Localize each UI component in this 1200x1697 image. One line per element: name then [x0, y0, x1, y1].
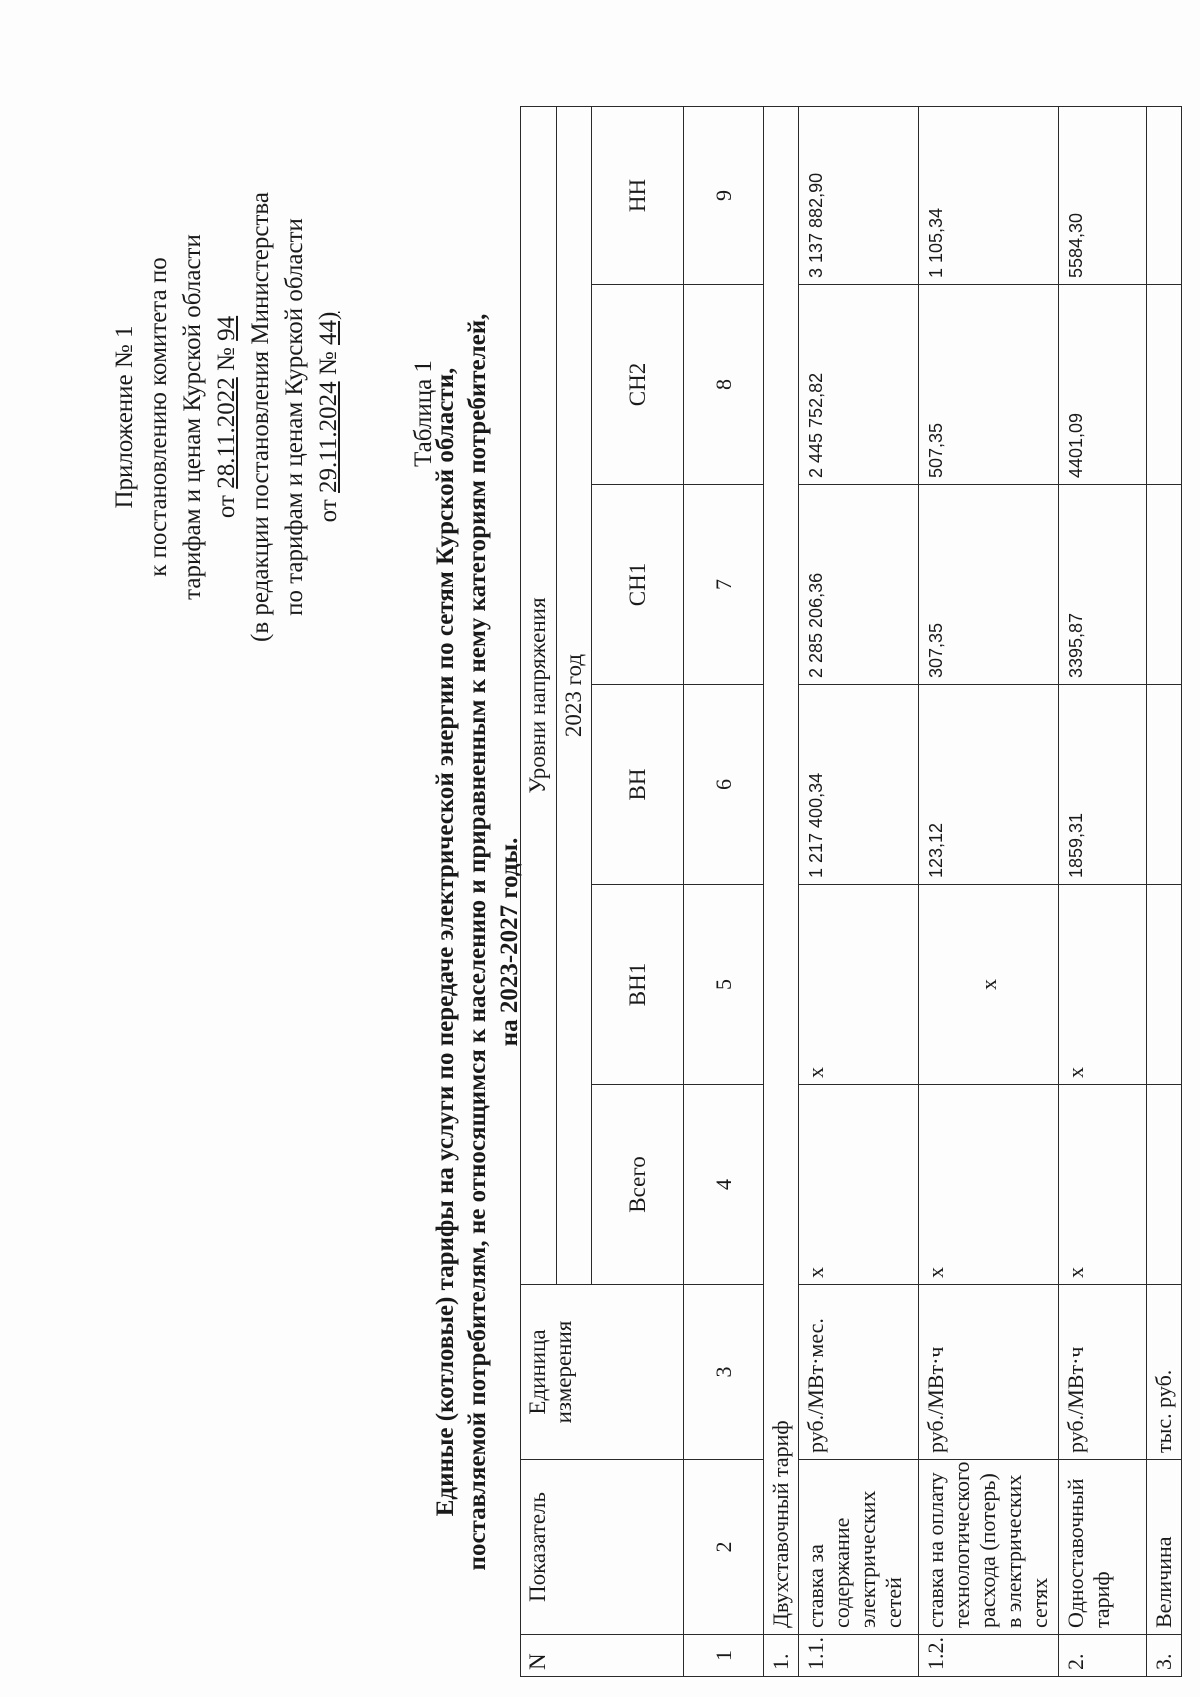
header-col: НН [592, 106, 684, 284]
colnum-cell: 2 [684, 1460, 764, 1635]
annex-date: 29.11.2024 [315, 381, 342, 493]
section-number: 1. [764, 1635, 799, 1677]
value-cell [1147, 885, 1182, 1085]
value-cell: х [799, 885, 919, 1085]
row-unit: руб./МВт·ч [1059, 1285, 1147, 1460]
header-col: ВН [592, 685, 684, 885]
value-cell: 507,35 [919, 285, 1059, 485]
annex-line: Приложение № 1 [111, 325, 138, 509]
colnum-cell: 3 [684, 1285, 764, 1460]
value-cell [1147, 685, 1182, 885]
row-unit: руб./МВт·ч [919, 1285, 1059, 1460]
annex-date-prefix: от [315, 499, 342, 523]
value-cell: 307,35 [919, 485, 1059, 685]
row-number: 1.1. [799, 1635, 919, 1677]
value-cell: х [919, 885, 1059, 1085]
row-label: Одноставочный тариф [1059, 1460, 1147, 1635]
value-cell: х [1059, 885, 1147, 1085]
value-cell [1147, 1085, 1182, 1285]
value-cell: х [799, 1085, 919, 1285]
table-row [919, 106, 1059, 1676]
colnum-cell: 4 [684, 1085, 764, 1285]
value-cell: 2 445 752,82 [799, 285, 919, 485]
value-cell: 1 105,34 [919, 106, 1059, 284]
value-cell: 1859,31 [1059, 685, 1147, 885]
row-number: 1.2. [919, 1635, 1059, 1677]
value-cell [1147, 285, 1182, 485]
value-cell: 1 217 400,34 [799, 685, 919, 885]
table-number: Таблица 1 [410, 360, 437, 467]
annex-number: 44) [315, 311, 342, 346]
colnum-cell: 6 [684, 685, 764, 885]
annex-date-prefix: от [213, 495, 240, 519]
annex-date: 28.11.2022 [213, 377, 240, 489]
table-row [1147, 106, 1182, 1676]
title-line: на 2023-2027 годы. [496, 837, 523, 1047]
title-line: поставляемой потребителям, не относящимся к населению и приравненным к нему категориям потребителей, [464, 313, 491, 1571]
colnum-cell: 9 [684, 106, 764, 284]
annex-num-prefix: № [213, 347, 240, 371]
annex-num-prefix: № [315, 351, 342, 376]
row-number: 3. [1147, 1635, 1182, 1677]
row-label: ставка на оплату технологического расхода (потерь) в электрических сетях [919, 1460, 1059, 1635]
annex-number: 94 [213, 315, 240, 341]
value-cell [1147, 106, 1182, 284]
value-cell: 2 285 206,36 [799, 485, 919, 685]
header-col: Всего [592, 1085, 684, 1285]
value-cell: 3 137 882,90 [799, 106, 919, 284]
header-n: N [521, 1635, 684, 1677]
header-col: ВН1 [592, 885, 684, 1085]
title-line: Единые (котловые) тарифы на услуги по передаче электрической энергии по сетям Курской области, [432, 367, 459, 1517]
colnum-cell: 8 [684, 285, 764, 485]
header-col: СН1 [592, 485, 684, 685]
annex-line: тарифам и ценам Курской области [179, 234, 206, 600]
table-row [1059, 106, 1147, 1676]
annex-line [312, 157, 346, 677]
annex-line: по тарифам и ценам Курской области [281, 218, 308, 616]
table-row-section [764, 106, 799, 1676]
header-year: 2023 год [557, 106, 592, 1284]
annex-header [108, 157, 346, 677]
value-cell: 4401,09 [1059, 285, 1147, 485]
section-label: Двухставочный тариф [764, 106, 799, 1634]
value-cell: х [919, 1085, 1059, 1285]
header-col: СН2 [592, 285, 684, 485]
header-unit: Единица измерения [521, 1285, 684, 1460]
value-cell: 123,12 [919, 685, 1059, 885]
annex-line: к постановлению комитета по [145, 257, 172, 577]
value-cell [1147, 485, 1182, 685]
value-cell: 5584,30 [1059, 106, 1147, 284]
tariff-table [520, 106, 1182, 1677]
annex-line [210, 157, 244, 677]
value-cell: х [1059, 1085, 1147, 1285]
colnum-cell: 5 [684, 885, 764, 1085]
header-voltage-levels: Уровни напряжения [521, 106, 557, 1284]
annex-line: (в редакции постановления Министерства [247, 192, 274, 642]
row-unit: руб./МВт·мес. [799, 1285, 919, 1460]
table-row [799, 106, 919, 1676]
row-number: 2. [1059, 1635, 1147, 1677]
table-row-colnums [684, 106, 764, 1676]
row-label: ставка за содержание электрических сетей [799, 1460, 919, 1635]
row-label: Величина [1147, 1460, 1182, 1635]
document-title [430, 267, 526, 1617]
colnum-cell: 7 [684, 485, 764, 685]
header-indicator: Показатель [521, 1460, 684, 1635]
table-row [521, 106, 557, 1676]
row-unit: тыс. руб. [1147, 1285, 1182, 1460]
colnum-cell: 1 [684, 1635, 764, 1677]
value-cell: 3395,87 [1059, 485, 1147, 685]
